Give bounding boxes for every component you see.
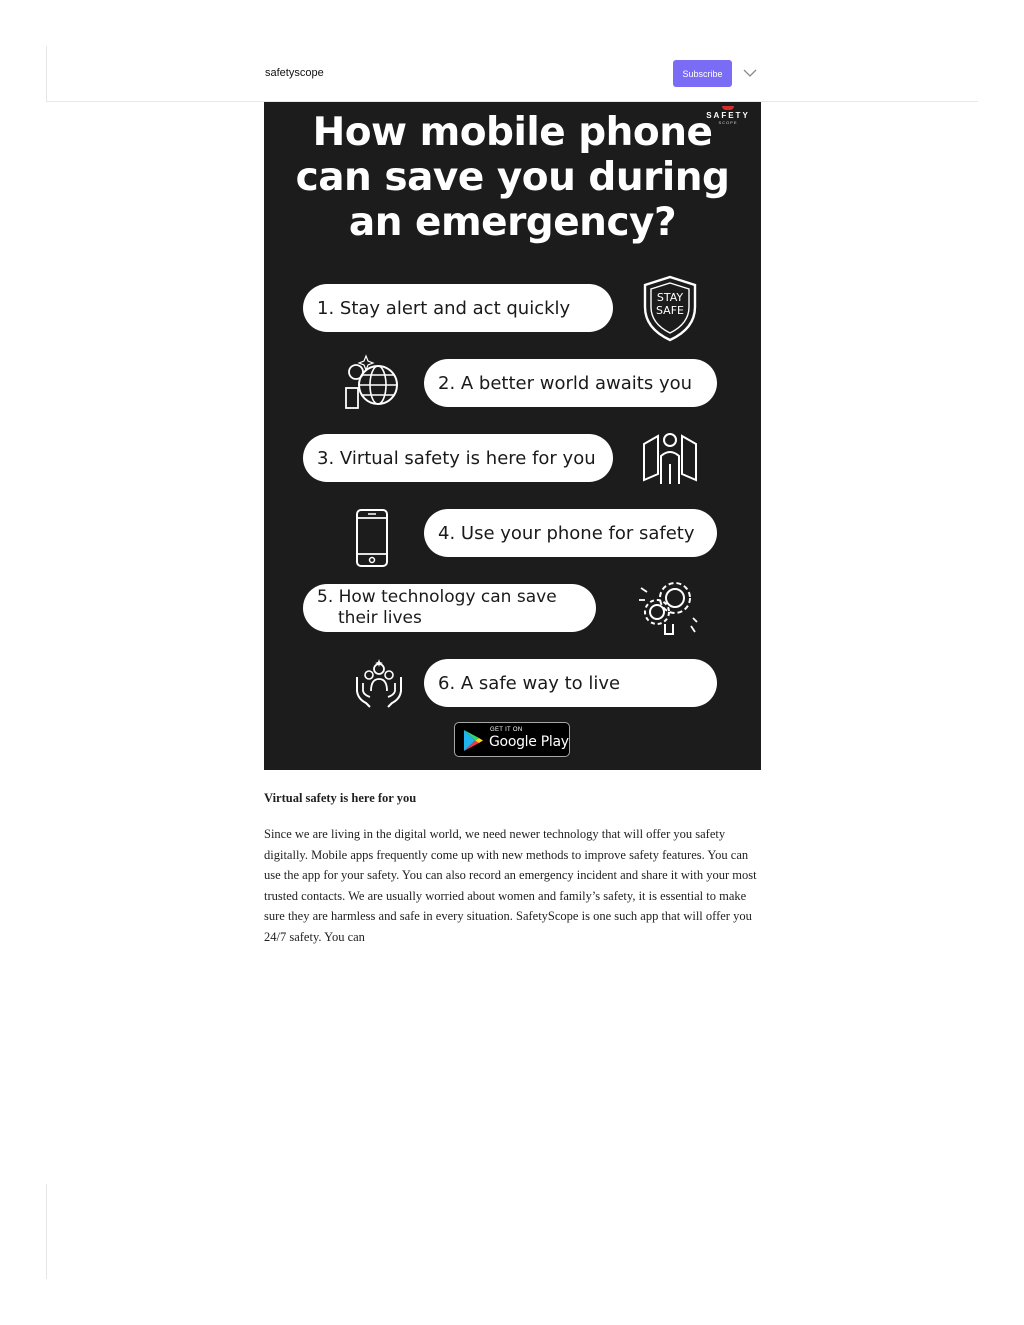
item-5-pill — [303, 584, 596, 632]
infographic-poster — [264, 102, 761, 770]
item-5-label-line2: their lives — [338, 608, 422, 628]
item-4-label: 4. Use your phone for safety — [438, 522, 695, 544]
article-heading: Virtual safety is here for you — [264, 791, 417, 805]
item-2-pill — [424, 359, 717, 407]
item-1-label: 1. Stay alert and act quickly — [317, 297, 571, 319]
poster-title: How mobile phone can save you during an emergency? — [295, 110, 730, 245]
brand-name[interactable]: safetyscope — [265, 67, 324, 79]
svg-text:SAFE: SAFE — [656, 304, 684, 317]
top-header — [46, 46, 978, 102]
item-5-label-line1: 5. How technology can save — [317, 587, 557, 607]
google-play-badge[interactable] — [454, 722, 570, 757]
svg-text:STAY: STAY — [656, 291, 684, 304]
article-body: Since we are living in the digital world, we need newer technology that will offer you safety digitally. Mobile apps frequently come up with new methods to improve safety features. You can use the app for your safety. You can also record an emergency incident and share it with your most trusted contacts. We are usually worried about women and family’s safety, it is essential to make sure they are harmless and safe in every situation. SafetyScope is one such app that will offer you 24/7 safety. You can — [264, 827, 757, 944]
left-border-bottom — [46, 1184, 47, 1279]
shield-icon — [641, 274, 699, 347]
subscribe-button[interactable]: Subscribe — [673, 60, 732, 87]
article — [264, 788, 761, 967]
badge-big-text: Google Play — [489, 734, 569, 750]
virtual-person-icon — [638, 430, 702, 493]
smartphone-icon — [355, 508, 389, 573]
item-3-pill — [303, 434, 613, 482]
globe-people-icon — [341, 352, 401, 417]
item-2-label: 2. A better world awaits you — [438, 372, 693, 394]
item-6-label: 6. A safe way to live — [438, 672, 621, 694]
badge-small-text: GET IT ON — [490, 727, 523, 733]
safetyscope-logo: SAFETY SCOPE — [700, 106, 756, 125]
item-6-pill — [424, 659, 717, 707]
item-1-pill — [303, 284, 613, 332]
item-3-label: 3. Virtual safety is here for you — [317, 447, 596, 469]
play-store-icon — [462, 729, 484, 757]
item-4-pill — [424, 509, 717, 557]
chevron-down-icon[interactable] — [743, 66, 757, 80]
gear-brain-icon — [637, 578, 699, 643]
caring-hands-icon — [354, 657, 404, 714]
